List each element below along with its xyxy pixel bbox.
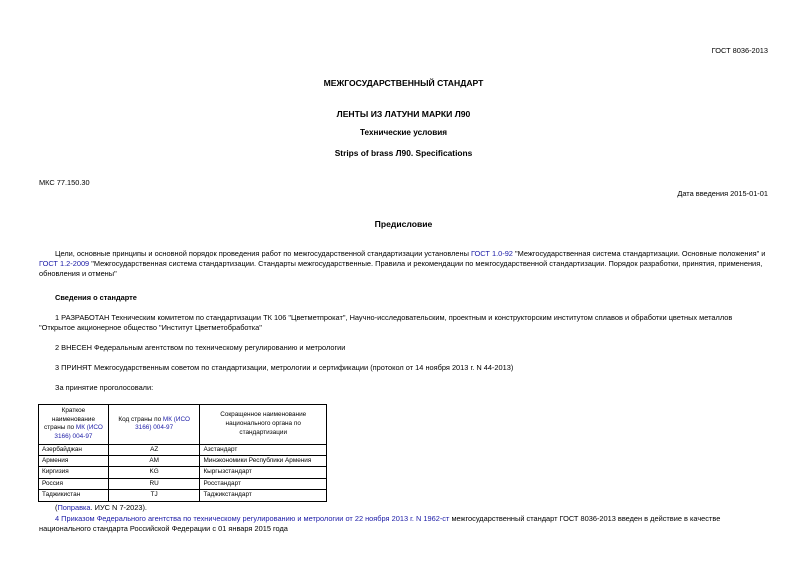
code-cell: AZ (108, 444, 200, 455)
code-cell: KG (108, 467, 200, 478)
country-cell: Армения (39, 455, 109, 466)
body-cell: Росстандарт (200, 478, 327, 489)
goals-text-3: "Межгосударственная система стандартизации. Стандарты межгосударственные. Правила и рекомендации по межгосударственной стандартизации. Порядок разработки, принятия, применения, обновления и отмены" (39, 258, 763, 278)
preface-goals-paragraph (39, 249, 768, 278)
voting-states-table (38, 404, 327, 502)
body-cell: Таджикстандарт (200, 490, 327, 501)
amendment-rest: . ИУС N 7-2023). (90, 503, 147, 512)
mk-iso-3166-link[interactable]: МК (ИСО 3166) 004-97 (135, 415, 190, 432)
item-adopted-by: 3 ПРИНЯТ Межгосударственным советом по стандартизации, метрологии и сертификации (протокол от 14 ноября 2013 г. N 44-2013) (55, 363, 514, 372)
mks-code: МКС 77.150.30 (39, 178, 90, 187)
table-row (39, 490, 327, 501)
interstate-standard-heading: МЕЖГОСУДАРСТВЕННЫЙ СТАНДАРТ (323, 78, 484, 88)
header-country-code (108, 405, 200, 445)
item-introduced-by: 2 ВНЕСЕН Федеральным агентством по техническому регулированию и метрологии (55, 343, 346, 352)
amendment-open: ( (55, 503, 58, 512)
item-developed-by: 1 РАЗРАБОТАН Техническим комитетом по стандартизации ТК 106 "Цветметпрокат", Научно-исследовательским, проектным и конструкторским институтом сплавов и обработки цветных металлов "Открытое акционерное общество "Институт Цветметобработка" (39, 313, 733, 332)
voted-for-label: За принятие проголосовали: (55, 383, 154, 392)
header-standards-body: Сокращенное наименование национального органа по стандартизации (200, 405, 327, 445)
order-1962-st-link[interactable]: 4 Приказом Федерального агентства по техническому регулированию и метрологии от 22 ноября 2013 г. N 1962-ст (55, 514, 450, 523)
amendment-link[interactable]: Поправка (57, 503, 91, 512)
body-cell: Кыргызстандарт (200, 467, 327, 478)
body-cell: Минэкономики Республики Армения (200, 455, 327, 466)
table-row (39, 478, 327, 489)
document-title: ЛЕНТЫ ИЗ ЛАТУНИ МАРКИ Л90 (336, 109, 471, 119)
country-cell: Азербайджан (39, 444, 109, 455)
item-enacted-by-order (39, 514, 768, 534)
item4-text: межгосударственный стандарт ГОСТ 8036-2013 введен в действие в качестве национального стандарта Российской Федерации с 01 января 2015 года (39, 514, 721, 533)
country-cell: Киргизия (39, 467, 109, 478)
code-cell: AM (108, 455, 200, 466)
document-code: ГОСТ 8036-2013 (711, 46, 768, 55)
mk-iso-3166-link[interactable]: МК (ИСО 3166) 004-97 (54, 424, 103, 440)
header-country-text: Краткое наименование страны по (43, 407, 96, 432)
table-row (39, 455, 327, 466)
standard-info-heading: Сведения о стандарте (55, 293, 137, 302)
table-row (39, 467, 327, 478)
introduction-date: Дата введения 2015-01-01 (677, 189, 768, 198)
header-code-text: Код страны по (118, 415, 163, 423)
table-header-row (39, 405, 327, 445)
document-title-english: Strips of brass Л90. Specifications (334, 148, 473, 158)
document-subtitle: Технические условия (359, 128, 448, 137)
amendment-note (55, 503, 147, 513)
code-cell: TJ (108, 490, 200, 501)
gost-1-2-2009-link[interactable]: ГОСТ 1.2-2009 (39, 258, 90, 268)
preface-heading: Предисловие (374, 219, 433, 229)
goals-text-2: "Межгосударственная система стандартизации. Основные положения" и (512, 249, 766, 258)
gost-1-0-92-link[interactable]: ГОСТ 1.0-92 (470, 249, 513, 258)
code-cell: RU (108, 478, 200, 489)
body-cell: Азстандарт (200, 444, 327, 455)
country-cell: Россия (39, 478, 109, 489)
goals-text-1: Цели, основные принципы и основной порядок проведения работ по межгосударственной стандартизации установлены (55, 249, 471, 258)
header-country-name (39, 405, 109, 445)
table-row (39, 444, 327, 455)
country-cell: Таджикистан (39, 490, 109, 501)
